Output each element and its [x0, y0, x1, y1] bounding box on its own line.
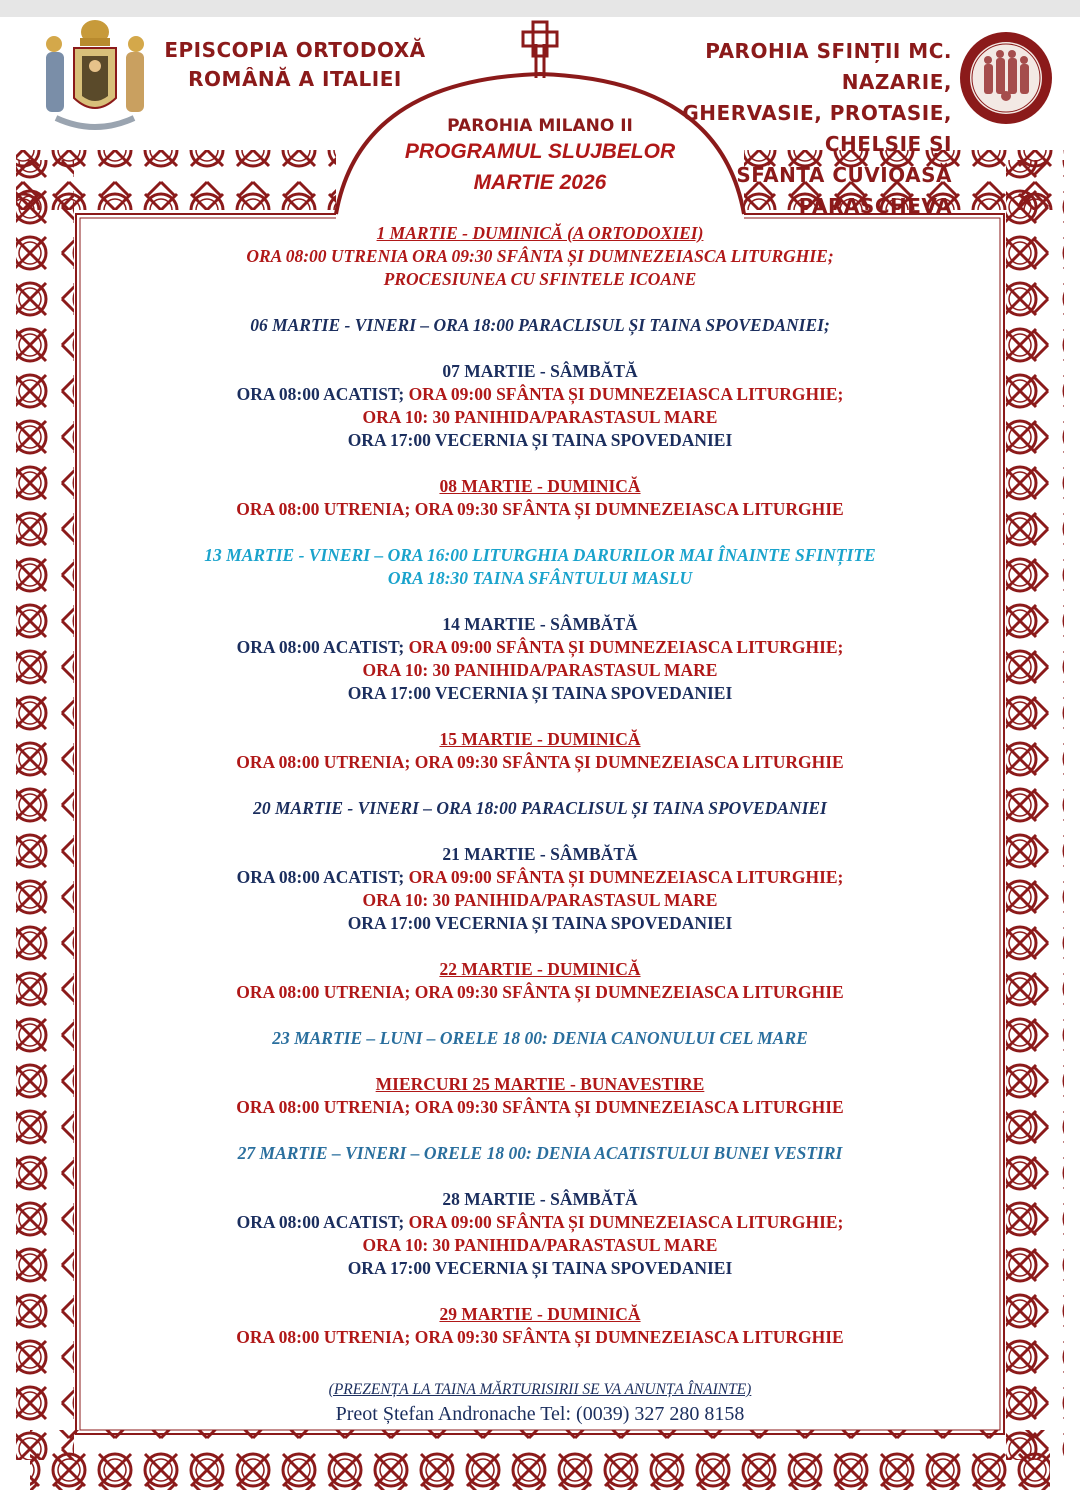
- entry-line: ORA 08:00 UTRENIA; ORA 09:30 SFÂNTA ȘI DUMNEZEIASCA LITURGHIE: [236, 1327, 844, 1347]
- entry-date: 22 MARTIE - DUMINICĂ: [439, 959, 641, 979]
- entry-line: ORA 17:00 VECERNIA ȘI TAINA SPOVEDANIEI: [347, 683, 733, 703]
- schedule-list: [130, 222, 950, 1427]
- schedule-entry: [130, 1188, 950, 1280]
- entry-line: ORA 08:00 UTRENIA; ORA 09:30 SFÂNTA ȘI DUMNEZEIASCA LITURGHIE: [236, 1097, 844, 1117]
- schedule-entry: [130, 1142, 950, 1165]
- entry-line: ORA 10: 30 PANIHIDA/PARASTASUL MARE: [362, 890, 718, 910]
- priest-contact: Preot Ștefan Andronache Tel: (0039) 327 280 8158: [335, 1403, 745, 1425]
- entry-date: 21 MARTIE - SÂMBĂTĂ: [442, 844, 638, 864]
- entry-date: MIERCURI 25 MARTIE - BUNAVESTIRE: [375, 1074, 705, 1094]
- entry-line-segment: ORA 09:00 SFÂNTA ȘI DUMNEZEIASCA LITURGHIE;: [408, 867, 844, 887]
- parish-name-line: PARASCHEVA: [798, 194, 952, 218]
- schedule-entry: [130, 613, 950, 705]
- entry-line-segment: ORA 08:00 ACATIST;: [236, 637, 409, 657]
- entry-line: ORA 17:00 VECERNIA ȘI TAINA SPOVEDANIEI: [347, 913, 733, 933]
- parish-label: PAROHIA MILANO II: [447, 116, 633, 136]
- entry-line-segment: ORA 08:00 ACATIST;: [236, 867, 409, 887]
- entry-line-segment: ORA 09:00 SFÂNTA ȘI DUMNEZEIASCA LITURGHIE;: [408, 637, 844, 657]
- episcopia-title: [160, 36, 430, 94]
- entry-line-segment: ORA 09:00 SFÂNTA ȘI DUMNEZEIASCA LITURGHIE;: [408, 1212, 844, 1232]
- entry-line: 27 MARTIE – VINERI – ORELE 18 00: DENIA ACATISTULUI BUNEI VESTIRI: [237, 1143, 843, 1163]
- entry-date: 29 MARTIE - DUMINICĂ: [439, 1304, 641, 1324]
- entry-line: ORA 10: 30 PANIHIDA/PARASTASUL MARE: [362, 660, 718, 680]
- page-subtitle-month: MARTIE 2026: [473, 171, 607, 194]
- cross-icon: [523, 22, 557, 78]
- footer: [130, 1379, 950, 1427]
- entry-date: 07 MARTIE - SÂMBĂTĂ: [442, 361, 638, 381]
- entry-line: ORA 10: 30 PANIHIDA/PARASTASUL MARE: [362, 1235, 718, 1255]
- episcopia-title-line: EPISCOPIA ORTODOXĂ: [164, 38, 426, 62]
- schedule-entry: [130, 1303, 950, 1349]
- entry-line: ORA 08:00 UTRENIA; ORA 09:30 SFÂNTA ȘI DUMNEZEIASCA LITURGHIE: [236, 752, 844, 772]
- entry-line: PROCESIUNEA CU SFINTELE ICOANE: [383, 269, 697, 289]
- entry-line: ORA 18:30 TAINA SFÂNTULUI MASLU: [387, 568, 693, 588]
- entry-date: 15 MARTIE - DUMINICĂ: [439, 729, 641, 749]
- entry-line-segment: ORA 08:00 ACATIST;: [236, 1212, 409, 1232]
- entry-line: 20 MARTIE - VINERI – ORA 18:00 PARACLISUL ȘI TAINA SPOVEDANIEI: [253, 798, 827, 818]
- schedule-entry: [130, 958, 950, 1004]
- schedule-entry: [130, 1073, 950, 1119]
- schedule-entry: [130, 222, 950, 291]
- episcopia-title-line: ROMÂNĂ A ITALIEI: [188, 67, 402, 91]
- parish-seal-icon: [958, 30, 1054, 126]
- entry-line-segment: ORA 08:00 ACATIST;: [236, 384, 409, 404]
- entry-date: 28 MARTIE - SÂMBĂTĂ: [442, 1189, 638, 1209]
- schedule-entry: [130, 314, 950, 337]
- parish-name-line: PAROHIA SFINȚII MC. NAZARIE,: [705, 39, 952, 94]
- schedule-entry: [130, 360, 950, 452]
- schedule-entry: [130, 544, 950, 590]
- confession-note: (PREZENȚA LA TAINA MĂRTURISIRII SE VA ANUNȚA ÎNAINTE): [328, 1381, 752, 1398]
- entry-line: 23 MARTIE – LUNI – ORELE 18 00: DENIA CANONULUI CEL MARE: [272, 1028, 808, 1048]
- episcopia-coat-of-arms-icon: [36, 18, 154, 136]
- entry-line: ORA 08:00 UTRENIA; ORA 09:30 SFÂNTA ȘI DUMNEZEIASCA LITURGHIE: [236, 499, 844, 519]
- entry-line-segment: ORA 09:00 SFÂNTA ȘI DUMNEZEIASCA LITURGHIE;: [408, 384, 844, 404]
- entry-line: ORA 08:00 UTRENIA; ORA 09:30 SFÂNTA ȘI DUMNEZEIASCA LITURGHIE: [236, 982, 844, 1002]
- entry-line: ORA 08:00 UTRENIA ORA 09:30 SFÂNTA ȘI DUMNEZEIASCA LITURGHIE;: [246, 246, 834, 266]
- entry-line: 06 MARTIE - VINERI – ORA 18:00 PARACLISUL ȘI TAINA SPOVEDANIEI;: [250, 315, 830, 335]
- entry-date: 14 MARTIE - SÂMBĂTĂ: [442, 614, 638, 634]
- page-title: PROGRAMUL SLUJBELOR: [404, 140, 676, 163]
- schedule-entry: [130, 1027, 950, 1050]
- entry-line: ORA 10: 30 PANIHIDA/PARASTASUL MARE: [362, 407, 718, 427]
- document-heading: [340, 114, 740, 198]
- entry-date: 08 MARTIE - DUMINICĂ: [439, 476, 641, 496]
- entry-date: 1 MARTIE - DUMINICĂ (A ORTODOXIEI): [376, 223, 704, 243]
- entry-line: 13 MARTIE - VINERI – ORA 16:00 LITURGHIA DARURILOR MAI ÎNAINTE SFINȚITE: [204, 545, 876, 565]
- schedule-entry: [130, 475, 950, 521]
- schedule-entry: [130, 728, 950, 774]
- schedule-entry: [130, 797, 950, 820]
- schedule-entry: [130, 843, 950, 935]
- parish-name-line: SFÂNTA CUVIOASĂ: [736, 163, 952, 187]
- parish-name-line: GHERVASIE, PROTASIE, CHELSIE ȘI: [682, 101, 952, 156]
- entry-line: ORA 17:00 VECERNIA ȘI TAINA SPOVEDANIEI: [347, 430, 733, 450]
- entry-line: ORA 17:00 VECERNIA ȘI TAINA SPOVEDANIEI: [347, 1258, 733, 1278]
